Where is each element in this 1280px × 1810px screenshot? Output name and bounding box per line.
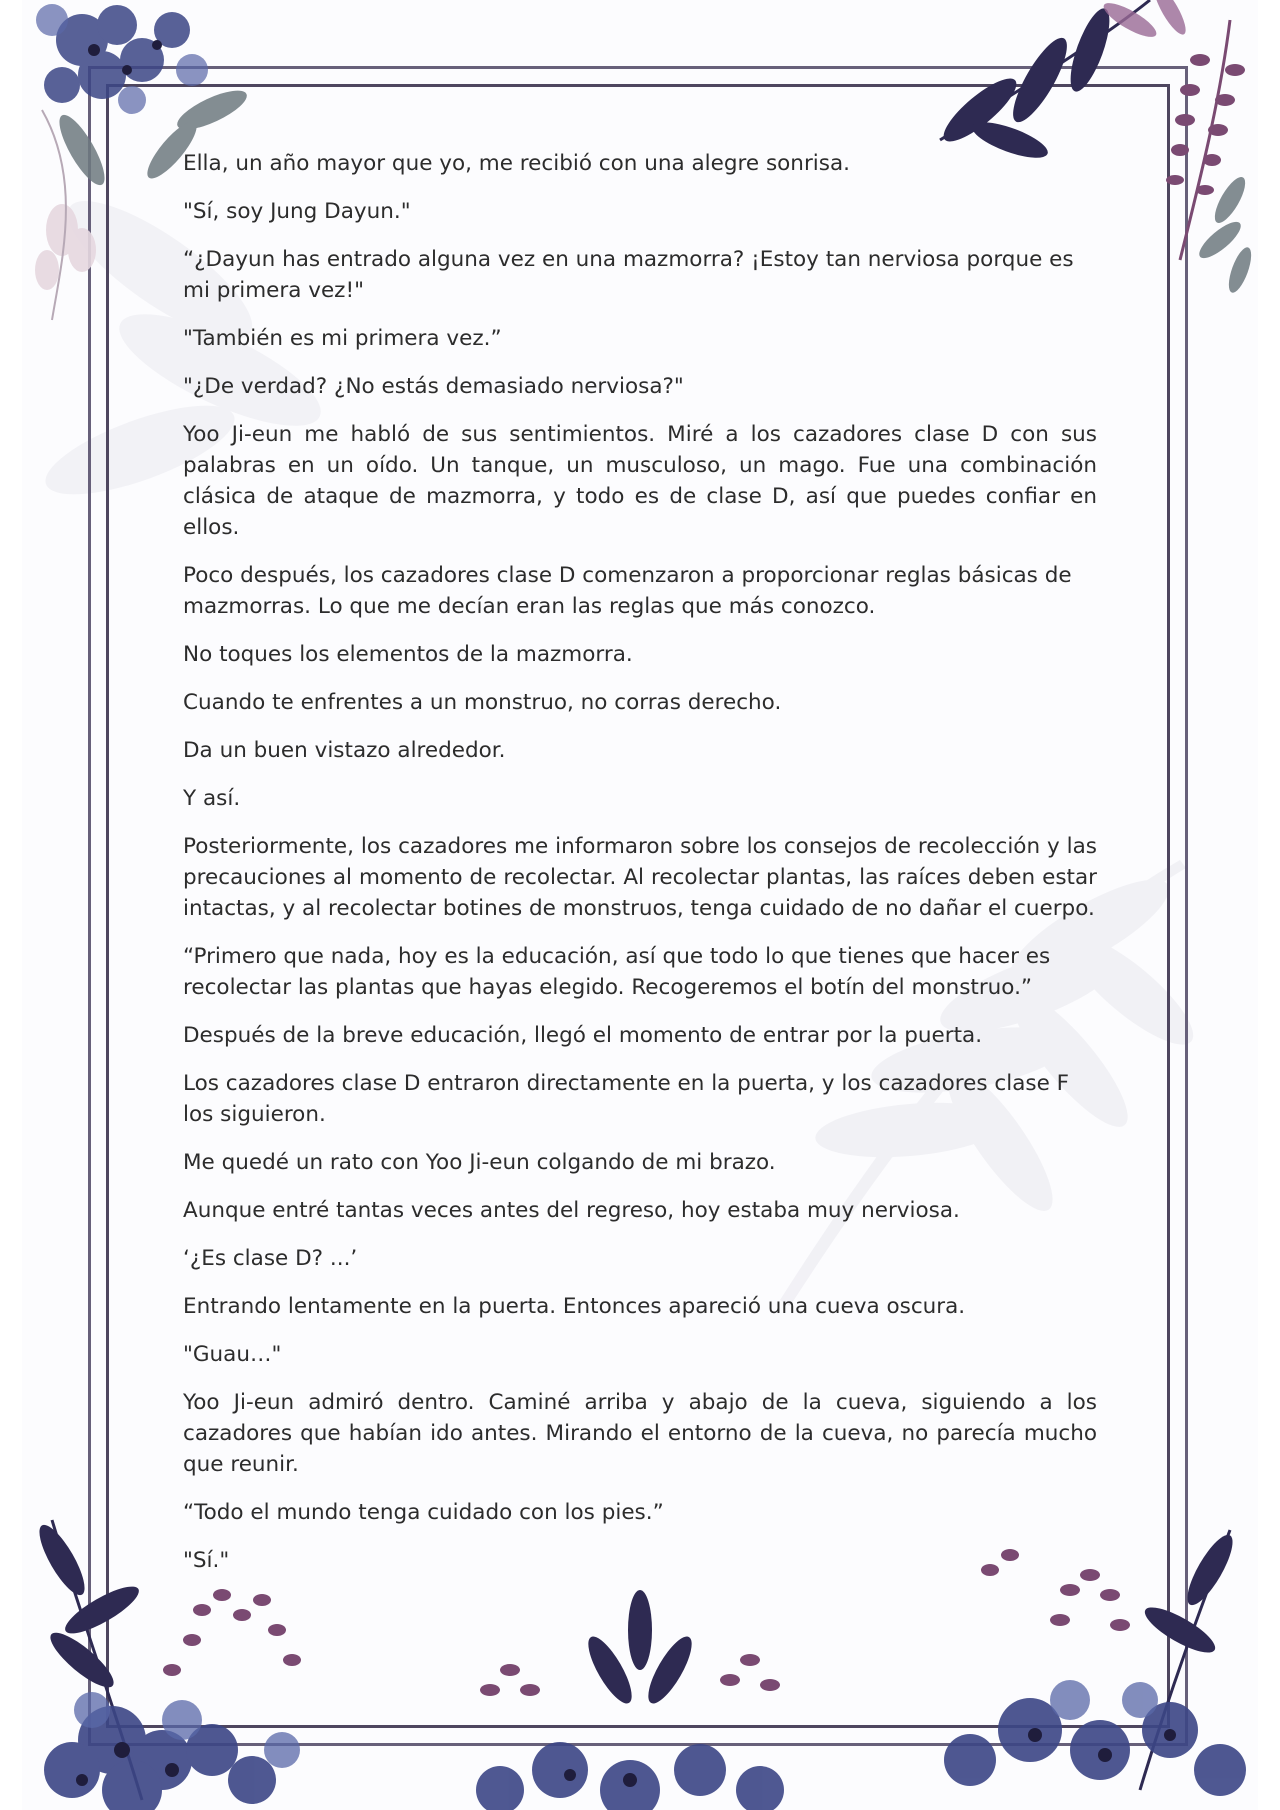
paragraph: No toques los elementos de la mazmorra. — [183, 642, 633, 667]
paragraph: Posteriormente, los cazadores me informaron sobre los consejos de recolección y las precauciones al momento de recolectar. Al recolectar plantas, las raíces deben estar intactas, y al recolectar botines de monstruos, tenga cuidado de no dañar el cuerpo. — [183, 834, 1097, 921]
paragraph: Ella, un año mayor que yo, me recibió con una alegre sonrisa. — [183, 151, 850, 176]
left-margin-strip — [0, 0, 22, 1810]
right-margin-strip — [1258, 0, 1280, 1810]
paragraph: Yoo Ji-eun me habló de sus sentimientos. Miré a los cazadores clase D con sus palabras en un oído. Un tanque, un musculoso, un mago. Fue una combinación clásica de ataque de mazmorra, y todo es de clase D, así que puedes confiar en ellos. — [183, 422, 1097, 540]
paragraph: "¿De verdad? ¿No estás demasiado nerviosa?" — [183, 374, 684, 399]
paragraph: "Sí, soy Jung Dayun." — [183, 199, 411, 224]
paragraph: Yoo Ji-eun admiró dentro. Caminé arriba y abajo de la cueva, siguiendo a los cazadores que habían ido antes. Mirando el entorno de la cueva, no parecía mucho que reunir. — [183, 1390, 1097, 1477]
paragraph: “Todo el mundo tenga cuidado con los pies.” — [183, 1500, 664, 1525]
paragraph: Los cazadores clase D entraron directamente en la puerta, y los cazadores clase F los siguieron. — [183, 1071, 1070, 1127]
paragraph: “¿Dayun has entrado alguna vez en una mazmorra? ¡Estoy tan nerviosa porque es mi primera vez!" — [183, 247, 1074, 303]
paragraph: Entrando lentamente en la puerta. Entonces apareció una cueva oscura. — [183, 1294, 966, 1319]
paragraph: ‘¿Es clase D? ...’ — [183, 1246, 358, 1271]
paragraph: Da un buen vistazo alrededor. — [183, 738, 506, 763]
paragraph: Aunque entré tantas veces antes del regreso, hoy estaba muy nerviosa. — [183, 1198, 960, 1223]
paragraph: Y así. — [183, 786, 241, 811]
story-text — [183, 148, 1097, 1593]
bottom-center-leaf-decoration — [430, 1590, 850, 1810]
paragraph: Poco después, los cazadores clase D comenzaron a proporcionar reglas básicas de mazmorras. Lo que me decían eran las reglas que más conozco. — [183, 563, 1072, 619]
paragraph: "También es mi primera vez.” — [183, 326, 502, 351]
paragraph: "Sí." — [183, 1548, 230, 1573]
paragraph: "Guau…" — [183, 1342, 282, 1367]
paragraph: Me quedé un rato con Yoo Ji-eun colgando de mi brazo. — [183, 1150, 776, 1175]
paragraph: “Primero que nada, hoy es la educación, así que todo lo que tienes que hacer es recolectar las plantas que hayas elegido. Recogeremos el botín del monstruo.” — [183, 944, 1051, 1000]
paragraph: Cuando te enfrentes a un monstruo, no corras derecho. — [183, 690, 782, 715]
paragraph: Después de la breve educación, llegó el momento de entrar por la puerta. — [183, 1023, 983, 1048]
